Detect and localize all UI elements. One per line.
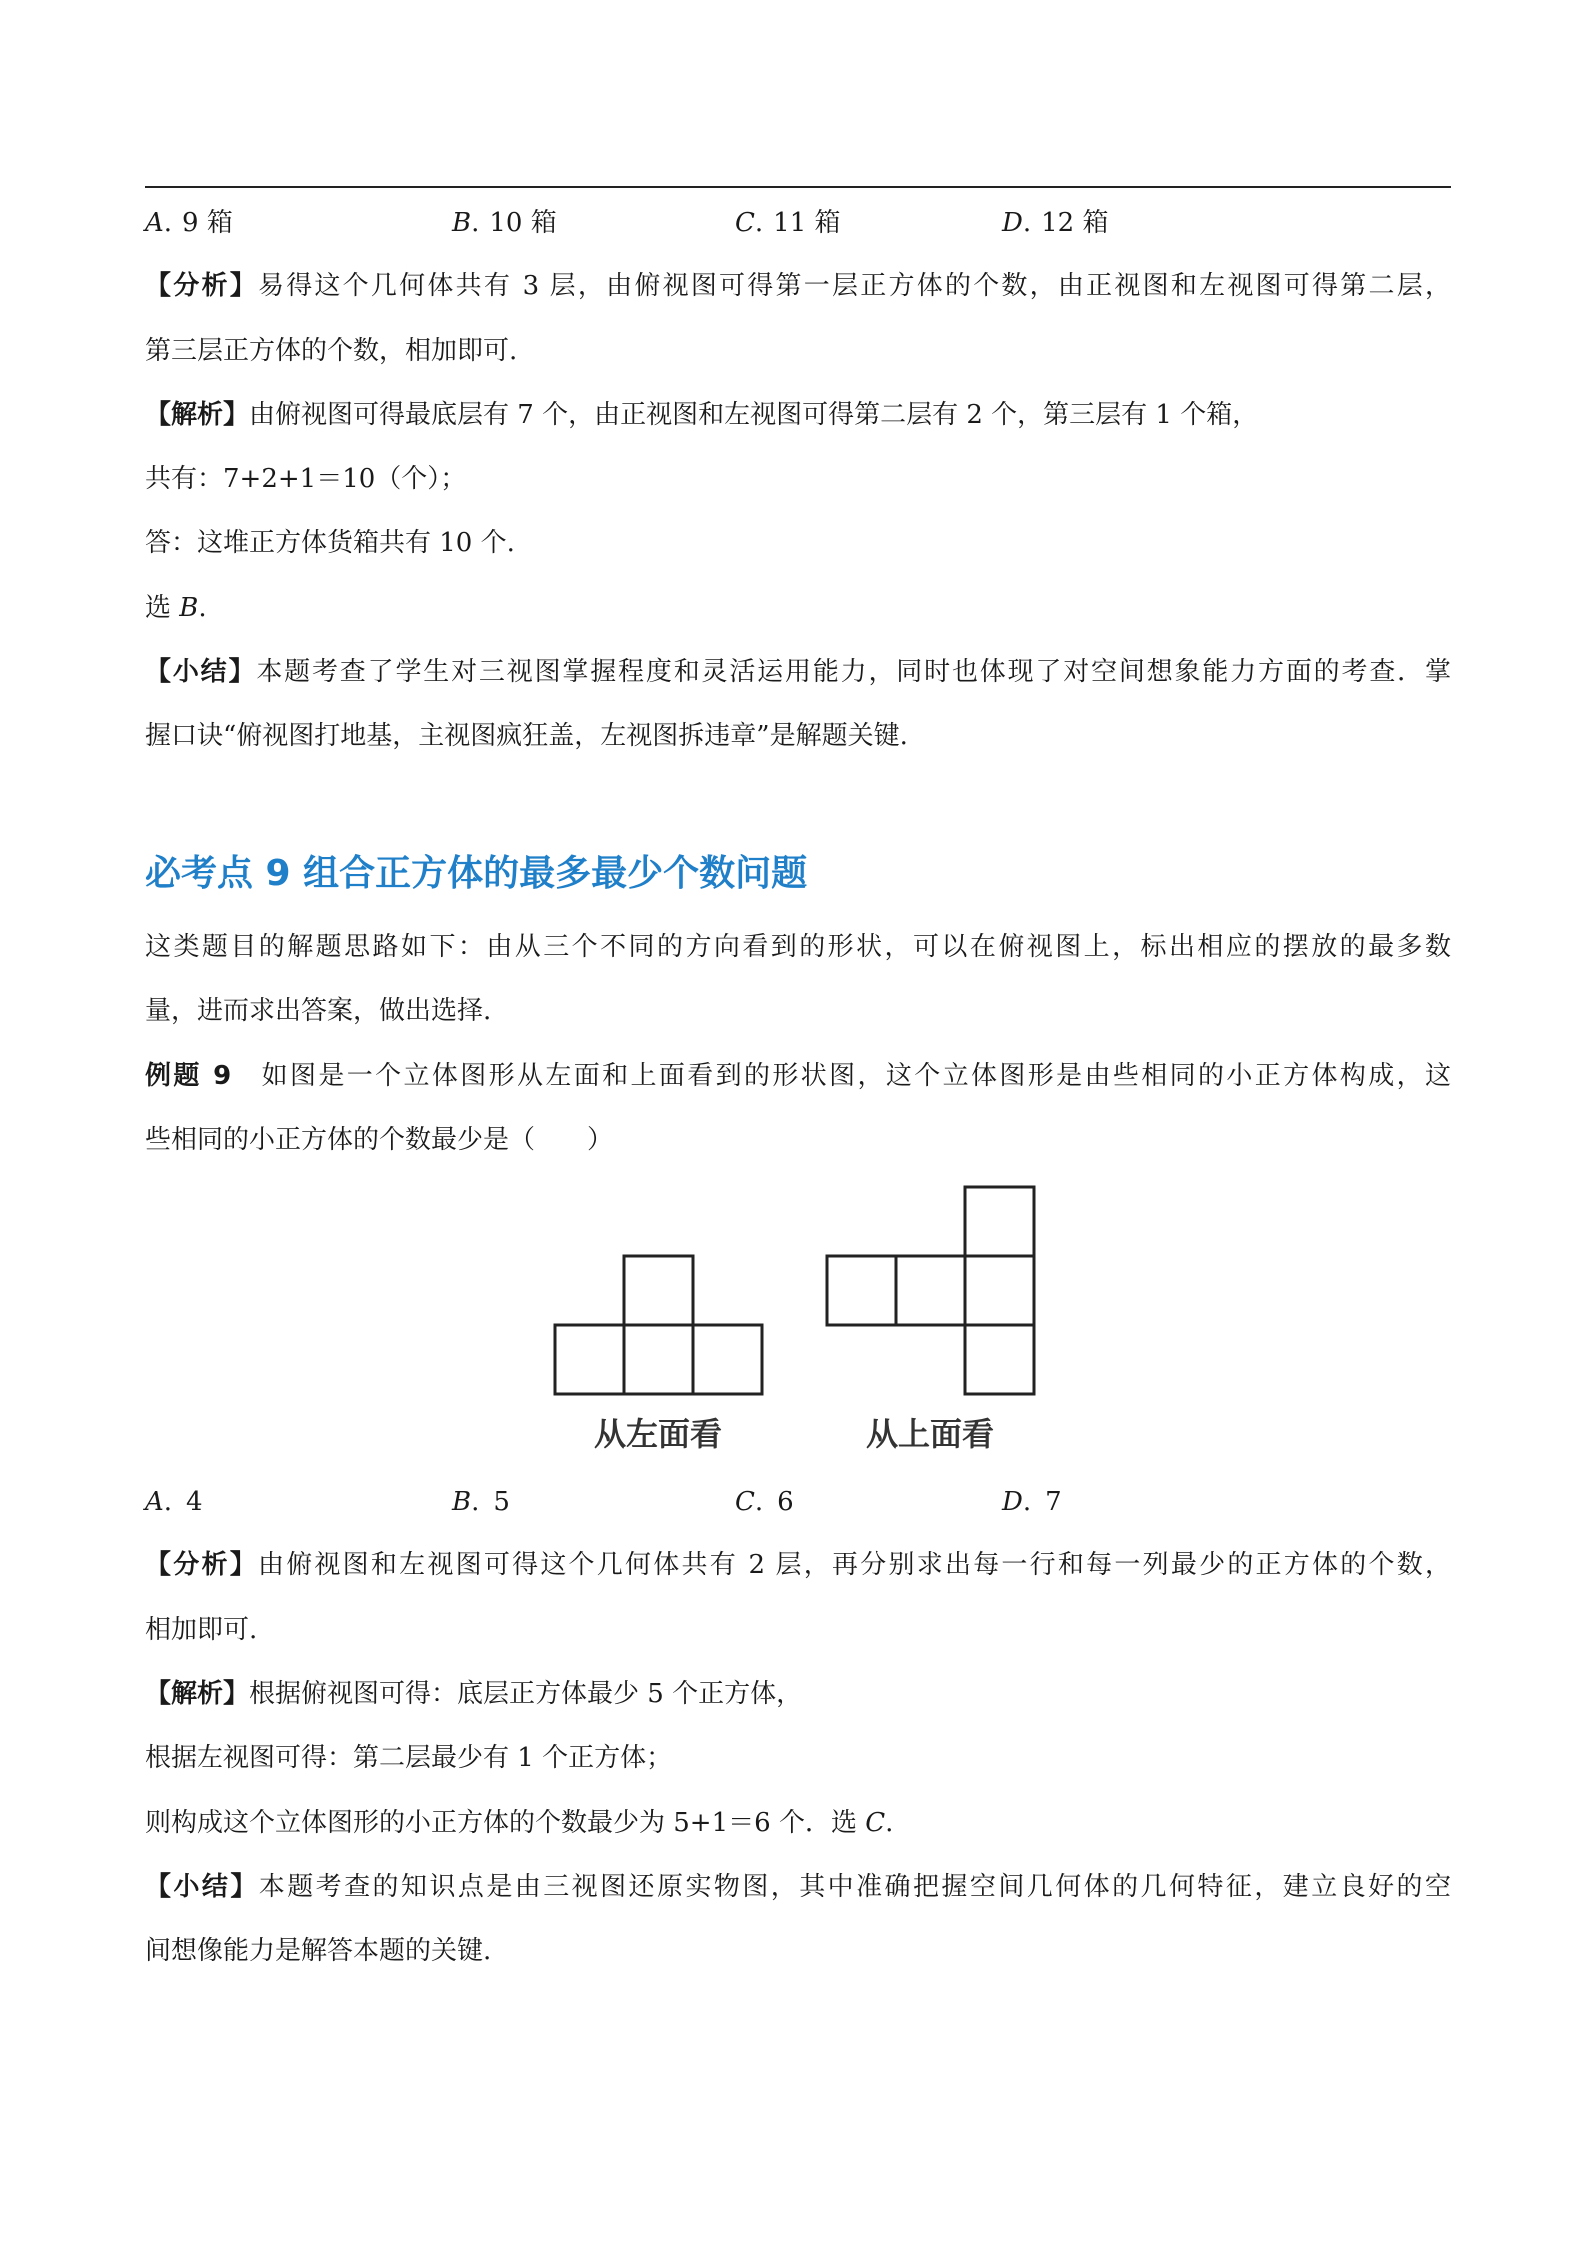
top-view-shape [827,1187,1034,1394]
left-view-cell [624,1325,693,1394]
q8-solution-sum: 共有：7+2+1＝10（个）； [145,464,467,494]
q8-analysis: 【分析】易得这个几何体共有 3 层，由俯视图可得第一层正方体的个数，由正视图和左视图可得第二层， [145,271,1451,301]
q8-option-b: B. 10 箱 [452,208,557,238]
top-view-cell [965,1187,1034,1256]
q8-option-c: C. 11 箱 [735,208,841,238]
q8-options [145,205,1451,241]
three-view-figure [540,1175,1060,1455]
example-analysis-cont: 相加即可. [145,1615,258,1645]
example-solution: 【解析】根据俯视图可得：底层正方体最少 5 个正方体， [145,1679,803,1709]
q8-summary-cont: 握口诀“俯视图打地基，主视图疯狂盖，左视图拆违章”是解题关键. [145,721,908,751]
header-rule [145,186,1451,188]
q8-option-d: D. 12 箱 [1002,208,1109,238]
example-solution-layer2: 根据左视图可得：第二层最少有 1 个正方体； [145,1743,673,1773]
left-view-cell [555,1325,624,1394]
example-solution-total: 则构成这个立体图形的小正方体的个数最少为 5+1＝6 个．选 C. [145,1808,894,1838]
example-option-b: B. 5 [452,1487,510,1517]
top-view-cell [965,1256,1034,1325]
top-view-cell [827,1256,896,1325]
example-summary-cont: 间想像能力是解答本题的关键. [145,1936,492,1966]
example-summary: 【小结】本题考查的知识点是由三视图还原实物图，其中准确把握空间几何体的几何特征，建立良好的空 [145,1872,1451,1902]
q8-choice: 选 B. [145,593,207,623]
top-view-cell [896,1256,965,1325]
section-intro: 这类题目的解题思路如下：由从三个不同的方向看到的形状，可以在俯视图上，标出相应的摆放的最多数 [145,932,1451,962]
example-question-cont: 些相同的小正方体的个数最少是（ ） [145,1125,614,1155]
q8-solution: 【解析】由俯视图可得最底层有 7 个，由正视图和左视图可得第二层有 2 个，第三层有 1 个箱， [145,400,1259,430]
example-analysis: 【分析】由俯视图和左视图可得这个几何体共有 2 层，再分别求出每一行和每一列最少的正方体的个数， [145,1550,1451,1580]
left-view-cell [624,1256,693,1325]
example-options [145,1484,1451,1520]
q8-analysis-cont: 第三层正方体的个数，相加即可. [145,336,518,366]
top-view-caption: 从上面看 [865,1415,995,1453]
section-intro-cont: 量，进而求出答案，做出选择. [145,996,492,1026]
example-option-d: D. 7 [1002,1487,1062,1517]
example-question: 例题 9 如图是一个立体图形从左面和上面看到的形状图，这个立体图形是由些相同的小正方体构成，这 [145,1061,1451,1091]
top-view-cell [965,1325,1034,1394]
example-option-c: C. 6 [735,1487,794,1517]
q8-solution-answer: 答：这堆正方体货箱共有 10 个. [145,528,515,558]
q8-option-a: A. 9 箱 [145,208,233,238]
q8-summary: 【小结】本题考查了学生对三视图掌握程度和灵活运用能力，同时也体现了对空间想象能力方面的考查．掌 [145,657,1451,687]
left-view-caption: 从左面看 [593,1415,723,1453]
example-option-a: A. 4 [145,1487,203,1517]
left-view-cell [693,1325,762,1394]
section-heading: 必考点 9 组合正方体的最多最少个数问题 [145,853,808,894]
left-view-shape [555,1256,762,1394]
